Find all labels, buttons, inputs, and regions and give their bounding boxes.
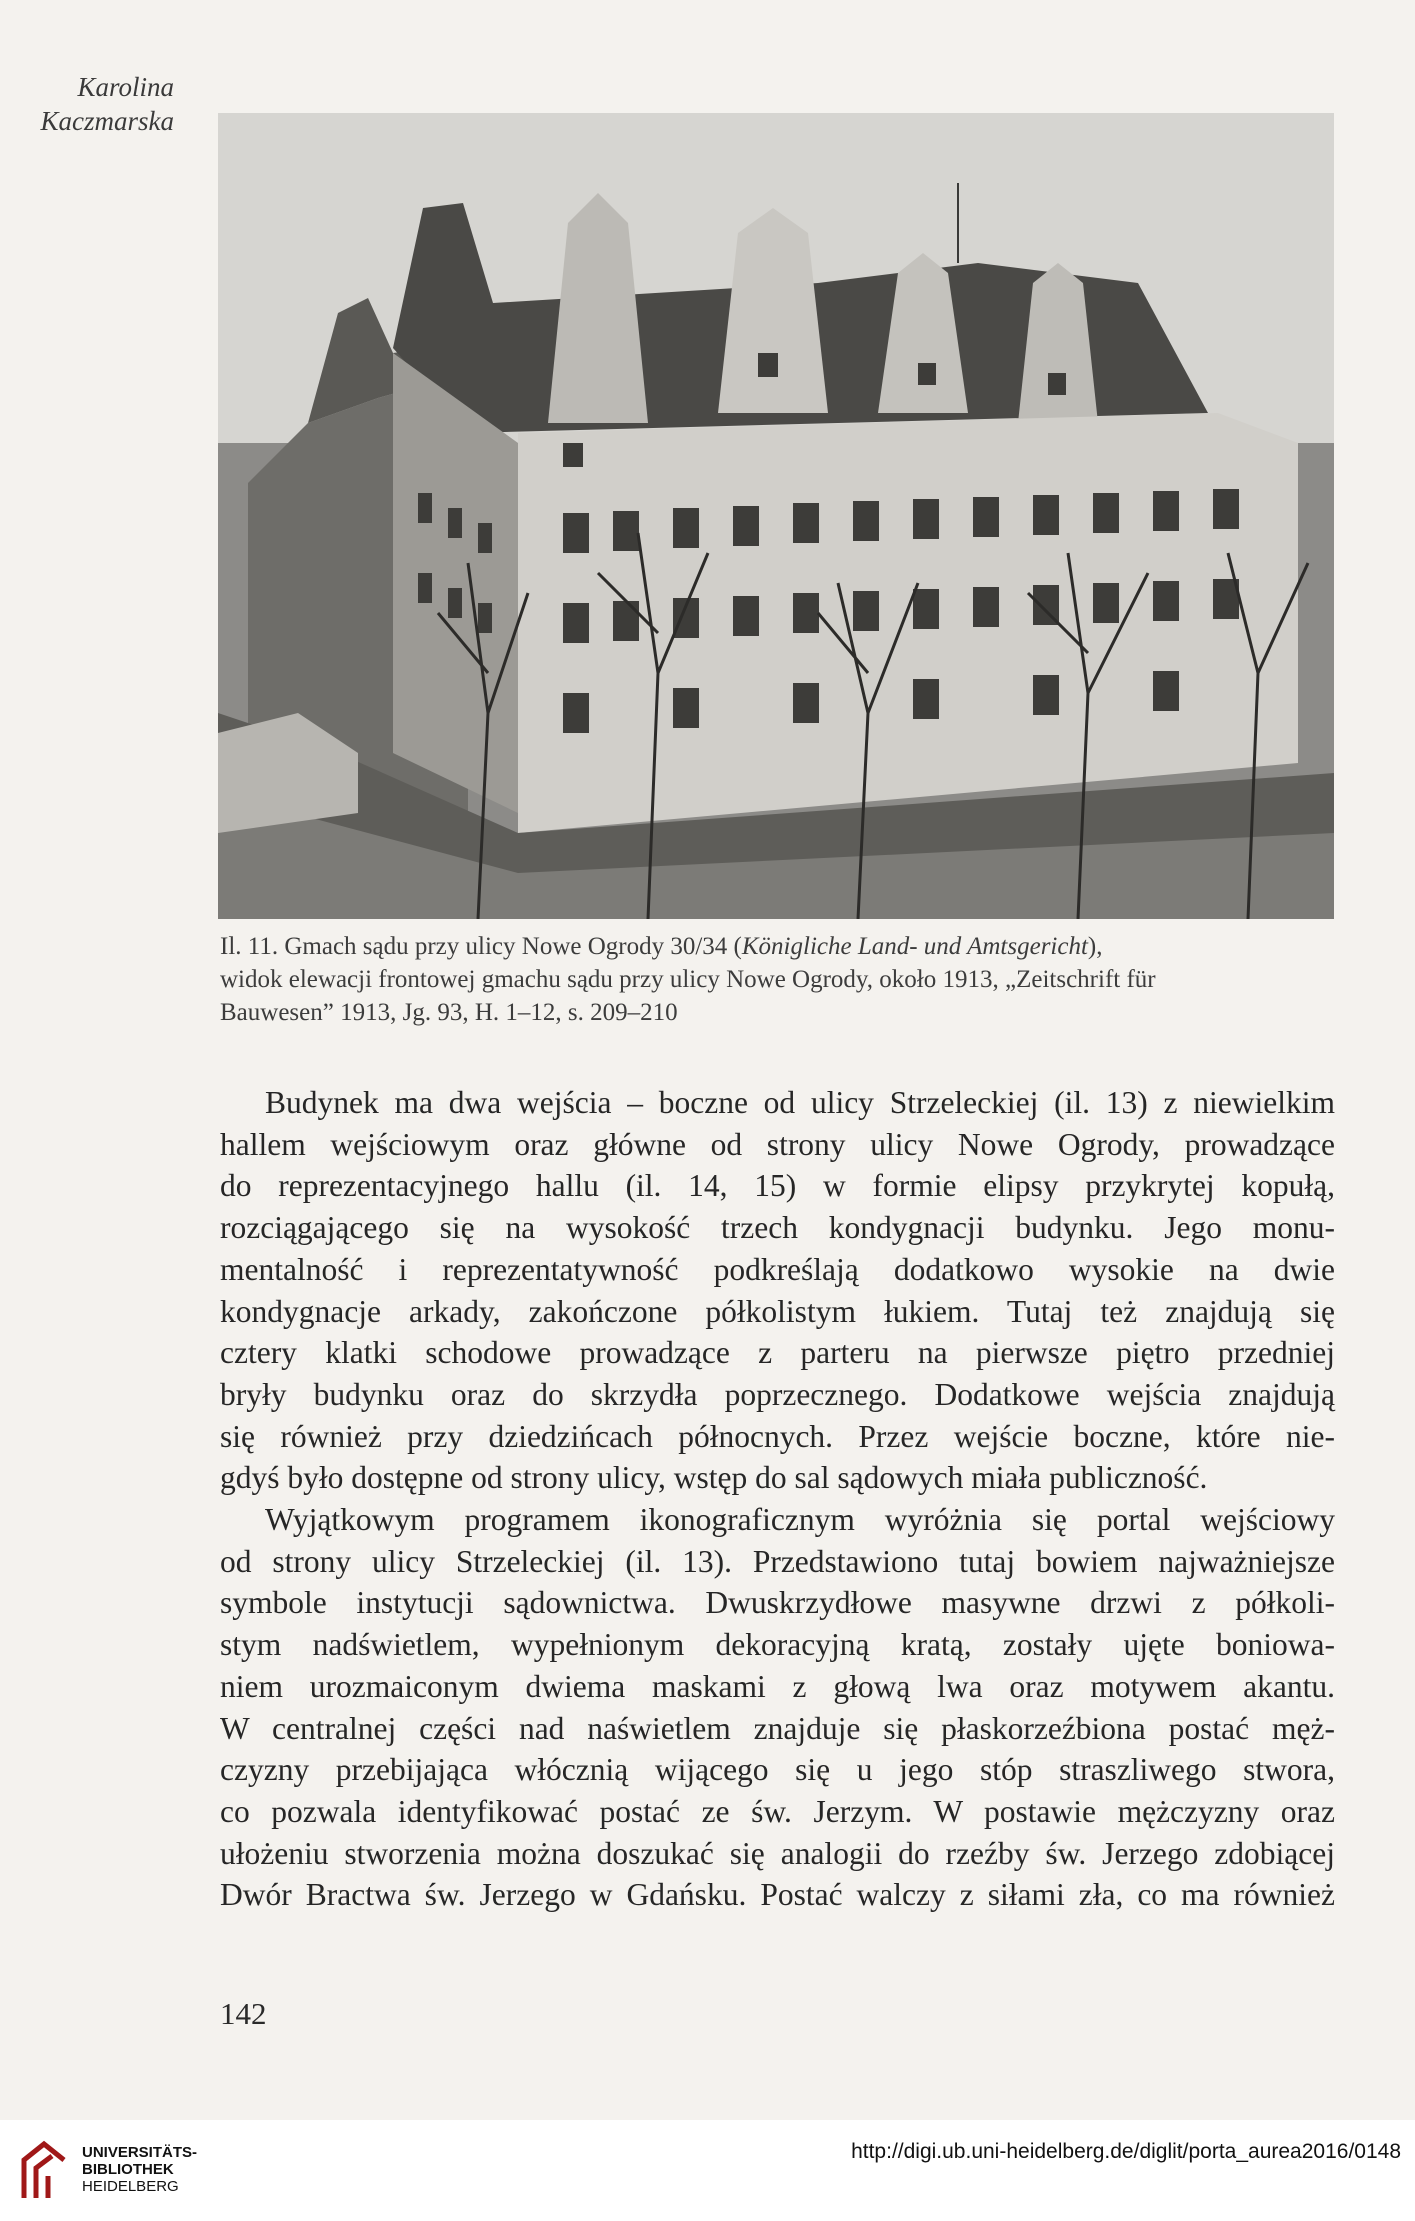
author-last-name: Kaczmarska — [40, 106, 174, 136]
body-line: Dwór Bractwa św. Jerzego w Gdańsku. Postać walczy z siłami zła, co ma również — [220, 1877, 1335, 1913]
body-line: Wyjątkowym programem ikonograficznym wyróżnia się portal wejściowy — [265, 1502, 1335, 1538]
body-line: cztery klatki schodowe prowadzące z parteru na pierwsze piętro przedniej — [220, 1335, 1335, 1371]
body-line: Budynek ma dwa wejścia – boczne od ulicy Strzeleckiej (il. 13) z niewielkim — [265, 1085, 1335, 1120]
body-line: W centralnej części nad naświetlem znajduje się płaskorzeźbiona postać męż- — [220, 1710, 1335, 1746]
source-url-link[interactable]: http://digi.ub.uni-heidelberg.de/diglit/porta_aurea2016/0148 — [851, 2140, 1401, 2163]
body-line: symbole instytucji sądownictwa. Dwuskrzydłowe masywne drzwi z półkoli- — [220, 1585, 1335, 1621]
library-footer — [0, 2120, 1415, 2221]
logo-line-1: UNIVERSITÄTS- — [82, 2144, 198, 2161]
body-line: stym nadświetlem, wypełnionym dekoracyjną kratą, zostały ujęte boniowa- — [220, 1627, 1335, 1663]
body-line: hallem wejściowym oraz główne od strony ulicy Nowe Ogrody, prowadzące — [220, 1126, 1335, 1162]
body-line: ułożeniu stworzenia można doszukać się analogii do rzeźby św. Jerzego zdobiącej — [220, 1835, 1335, 1871]
caption-text: ), — [1087, 933, 1103, 960]
body-line: do reprezentacyjnego hallu (il. 14, 15) w formie elipsy przykrytej kopułą, — [220, 1168, 1335, 1204]
author-first-name: Karolina — [77, 72, 174, 102]
body-line: czyzny przebijająca włócznią wijącego się u jego stóp straszliwego stwora, — [220, 1752, 1335, 1788]
library-logo-text — [82, 2144, 197, 2195]
body-line: się również przy dziedzińcach północnych. Przez wejście boczne, które nie- — [220, 1418, 1335, 1454]
body-line: od strony ulicy Strzeleckiej (il. 13). Przedstawiono tutaj bowiem najważniejsze — [220, 1543, 1335, 1579]
caption-line-1 — [220, 930, 1335, 963]
court-building-photograph — [218, 113, 1334, 919]
figure-caption — [220, 930, 1335, 1029]
caption-german-name: Königliche Land- und Amtsgericht — [741, 933, 1088, 960]
body-line: niem urozmaiconym dwiema maskami z głową lwa oraz motywem akantu. — [220, 1668, 1335, 1704]
body-text — [220, 1082, 1335, 1916]
page-number: 142 — [220, 1996, 267, 2031]
caption-line-3: Bauwesen” 1913, Jg. 93, H. 1–12, s. 209–210 — [220, 999, 678, 1026]
running-head-author — [24, 70, 174, 138]
library-logo-icon — [18, 2138, 74, 2202]
body-line: bryły budynku oraz do skrzydła poprzecznego. Dodatkowe wejścia znajdują — [220, 1376, 1335, 1412]
caption-line-2: widok elewacji frontowej gmachu sądu przy ulicy Nowe Ogrody, około 1913, „Zeitschrift für — [220, 966, 1156, 993]
body-line: mentalność i reprezentatywność podkreślają dodatkowo wysokie na dwie — [220, 1251, 1335, 1287]
body-line: co pozwala identyfikować postać ze św. Jerzym. W postawie mężczyzny oraz — [220, 1793, 1335, 1829]
caption-text: Il. 11. Gmach sądu przy ulicy Nowe Ogrody 30/34 ( — [220, 933, 742, 960]
body-line: kondygnacje arkady, zakończone półkolistym łukiem. Tutaj też znajdują się — [220, 1293, 1335, 1329]
body-line: gdyś było dostępne od strony ulicy, wstęp do sal sądowych miała publiczność. — [220, 1460, 1208, 1496]
body-line: rozciągającego się na wysokość trzech kondygnacji budynku. Jego monu- — [220, 1210, 1335, 1246]
logo-line-3: HEIDELBERG — [82, 2178, 179, 2195]
logo-line-2: BIBLIOTHEK — [82, 2161, 174, 2178]
